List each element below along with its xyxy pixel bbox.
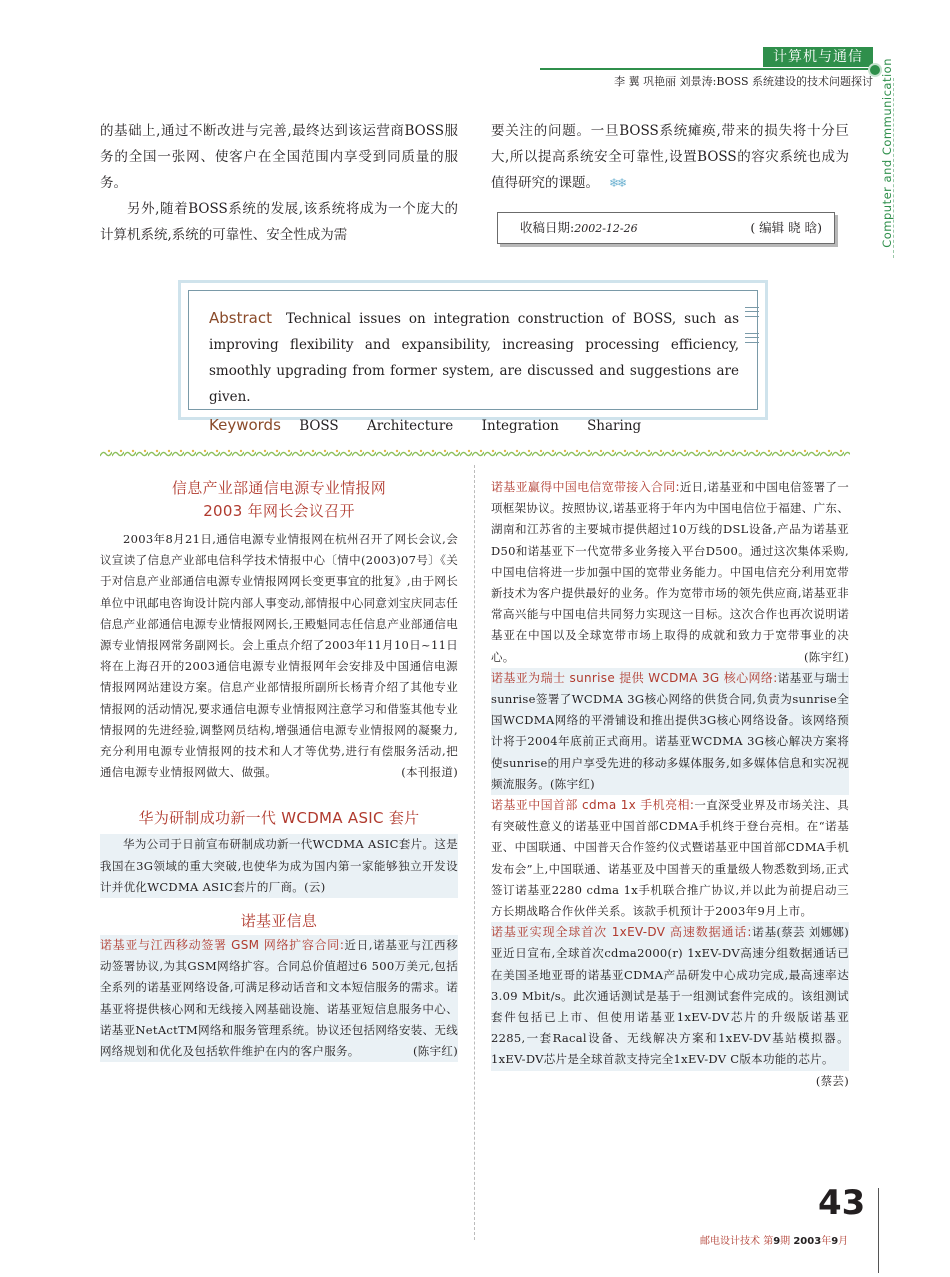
news-body-text: 诺基亚近日宣布,全球首次cdma2000(r) 1xEV-DV高速分组数据通话已在美国圣地亚哥的诺基亚CDMA产品研发中心成功完成,最高速率达3.09 Mbit/s。此次通话测试是基于一组测试套件完成的。该组测试套件包括已上市、但使用诺基亚1xEV-DV芯片的升级版诺基亚2285,一套Racal设备、无线解决方案和1xEV-DV基站模拟器。1xEV-DV芯片是全球首款支持完全1xEV-DV C版本功能的芯片。 xyxy=(491,925,849,1067)
decorative-wave-border xyxy=(100,447,850,461)
article-left-column xyxy=(100,118,458,248)
article-left-paragraph-1: 的基础上,通过不断改进与完善,最终达到该运营商BOSS服务的全国一张网、使客户在全国范围内享受到同质量的服务。 xyxy=(100,123,458,191)
journal-footer xyxy=(700,1232,848,1247)
news-title-power-network xyxy=(100,477,458,523)
news-body-text: 近日,诺基亚与江西移动签署协议,为其GSM网络扩容。合同总价值超过6 500万美元,包括全系列的诺基亚网络设备,可满足移动话音和文本短信服务的需求。诺基亚将提供核心网和无线接入网基础设施、诺基亚短信息服务中心、诺基亚NetActTM网络和服务管理系统。协议还包括网络安装、无线网络规划和优化及包括软件维护在内的客户服务。 xyxy=(100,938,459,1059)
news-subhead: 诺基亚赢得中国电信宽带接入合同: xyxy=(491,480,680,494)
news-body-text: 近日,诺基亚和中国电信签署了一项框架协议。按照协议,诺基亚将于年内为中国电信位于福建、广东、湖南和江苏省的主要城市提供超过10万线的DSL设备,产品为诺基亚D50和诺基亚下一代宽带多业务接入平台D500。通过这次集体采购,中国电信将进一步加强中国的宽带业务能力。中国电信充分利用宽带新技术为客户提供最好的业务。作为宽带市场的领先供应商,诺基亚非常高兴能与中国电信共同努力实现这一目标。这次合作也再次说明诺基亚在中国以及全球宽带市场上取得的成就和致力于宽带事业的决心。 xyxy=(491,480,850,664)
abstract-text-block xyxy=(209,305,739,439)
binding-mark-icon xyxy=(745,307,759,317)
section-tab: 计算机与通信 xyxy=(763,47,873,67)
news-body-nokia-1xevdv xyxy=(491,922,849,1088)
news-left-column xyxy=(100,477,458,1062)
news-body-text: 一直深受业界及市场关注、具有突破性意义的诺基亚中国首部CDMA手机终于登台亮相。在“诺基亚、中国联通、中国普天合作签约仪式暨诺基亚中国首部CDMA手机发布会”上,中国联通、诺基亚及中国普天的重量级人物悉数到场,正式签订诺基亚2280 cdma 1x手机联合推广协议,并以此为前提启动三方长期战略合作伙伴关系。该款手机预计于2003年9月上市。 xyxy=(491,798,850,919)
keywords-line xyxy=(209,412,739,439)
issue-pre: 第 xyxy=(763,1236,774,1247)
news-title-line: 2003 年网长会议召开 xyxy=(203,502,355,520)
keyword: Sharing xyxy=(587,418,642,434)
running-header-authors: 李 翼 巩艳丽 刘景涛:BOSS 系统建设的技术问题探讨 xyxy=(614,75,873,88)
editor-credit: ( 编辑 晓 晗) xyxy=(750,220,822,235)
news-credit: (云) xyxy=(304,879,326,894)
article-right-column xyxy=(491,118,849,196)
news-subhead: 诺基亚为瑞士 sunrise 提供 WCDMA 3G 核心网络: xyxy=(491,670,778,685)
news-right-column xyxy=(491,477,849,1092)
binding-mark-icon xyxy=(745,333,759,343)
column-divider xyxy=(474,465,475,1240)
news-body-text: 诺基亚与瑞士sunrise签署了WCDMA 3G核心网络的供货合同,负责为sunrise全国WCDMA网络的平滑铺设和推出提供3G核心网络设备。该网络预计将于2004年底前正式商用。诺基亚WCDMA 3G核心解决方案将使sunrise的用户享受先进的移动多媒体服务,如多媒体信息和实况视频流服务。 xyxy=(491,670,849,791)
side-dashed-rule xyxy=(893,78,894,258)
abstract-body: Technical issues on integration construction of BOSS, such as improving flexibility and expansibility, increasing processing efficiency, smoothly upgrading from former system, are discussed and suggestions are given. xyxy=(209,311,739,405)
news-credit: (陈宇红) xyxy=(804,649,849,664)
news-body-nokia-sunrise xyxy=(491,668,849,795)
news-credit: (蔡芸) xyxy=(815,1073,849,1088)
side-vertical-text: Computer and Communication xyxy=(880,58,894,248)
news-title-huawei: 华为研制成功新一代 WCDMA ASIC 套片 xyxy=(138,809,420,828)
keyword: Architecture xyxy=(366,418,454,434)
received-date-box xyxy=(497,212,835,244)
keywords-label: Keywords xyxy=(209,416,281,434)
journal-name: 邮电设计技术 xyxy=(700,1236,760,1247)
side-vertical-label xyxy=(880,58,902,258)
footer-rule xyxy=(878,1188,879,1273)
received-label: 收稿日期: xyxy=(520,220,575,235)
end-mark-icon: ❄❄ xyxy=(609,176,626,190)
page-number: 43 xyxy=(818,1183,866,1223)
received-date: 2002-12-26 xyxy=(574,222,638,235)
news-subhead: 诺基亚与江西移动签署 GSM 网络扩容合同: xyxy=(100,938,345,953)
year-unit: 年 xyxy=(821,1236,832,1247)
issue-post: 期 xyxy=(780,1236,791,1247)
news-body-text: 2003年8月21日,通信电源专业情报网在杭州召开了网长会议,会议宣读了信息产业部电信科学技术情报中心〔情中(2003)07号〕《关于对信息产业部通信电源专业情报网网长变更事宜的批复》,由于网长单位中讯邮电咨询设计院内部人事变动,部情报中心同意刘宝庆同志任信息产业部通信电源专业情报网网长,王殿魁同志任信息产业部通信电源专业情报网常务副网长。会上重点介绍了2003年11月10日~11日将在上海召开的2003通信电源专业情报网年会安排及中国通信电源情报网网站建设方案。信息产业部情报所副所长杨青介绍了其他专业情报网的活动情况,要求通信电源专业情报网注意学习和借鉴其他专业情报网的先进经验,调整网员结构,增强通信电源专业情报网的凝聚力,充分利用电源专业情报网的技术和人才等优势,进行有偿服务活动,把通信电源专业情报网做大、做强。 xyxy=(100,532,458,780)
article-right-paragraph: 要关注的问题。一旦BOSS系统瘫痪,带来的损失将十分巨大,所以提高系统安全可靠性,设置BOSS的容灾系统也成为值得研究的课题。 xyxy=(491,123,849,191)
news-body-text: 华为公司于日前宣布研制成功新一代WCDMA ASIC套片。这是我国在3G领域的重大突破,也使华为成为国内第一家能够独立开发设计并优化WCDMA ASIC套片的厂商。 xyxy=(100,837,458,894)
month: 9 xyxy=(831,1236,839,1247)
issue-number: 9 xyxy=(773,1236,781,1247)
news-credit: (本刊报道) xyxy=(401,765,458,780)
news-body-power-network xyxy=(100,529,458,783)
abstract-inner-frame xyxy=(188,290,758,434)
news-body-nokia-telecom xyxy=(491,477,849,668)
news-credit: (陈宇红) xyxy=(550,776,595,791)
news-body-nokia-jiangxi xyxy=(100,935,458,1062)
news-credit: (蔡芸 刘娜娜) xyxy=(776,925,849,940)
abstract-label: Abstract xyxy=(209,309,272,327)
year: 2003 xyxy=(793,1236,822,1247)
news-subhead: 诺基亚中国首部 cdma 1x 手机亮相: xyxy=(491,798,695,813)
news-body-huawei xyxy=(100,834,458,898)
news-title-nokia: 诺基亚信息 xyxy=(240,912,318,931)
keyword: BOSS xyxy=(299,418,339,434)
news-title-line: 信息产业部通信电源专业情报网 xyxy=(171,479,387,497)
article-left-paragraph-2: 另外,随着BOSS系统的发展,该系统将成为一个庞大的计算机系统,系统的可靠性、安全性成为需 xyxy=(100,201,458,243)
keyword: Integration xyxy=(481,418,559,434)
abstract-box xyxy=(178,280,768,434)
header-rule xyxy=(540,68,873,70)
news-credit: (陈宇红) xyxy=(413,1044,458,1059)
month-unit: 月 xyxy=(838,1236,849,1247)
news-subhead: 诺基亚实现全球首次 1xEV-DV 高速数据通话: xyxy=(491,925,752,940)
